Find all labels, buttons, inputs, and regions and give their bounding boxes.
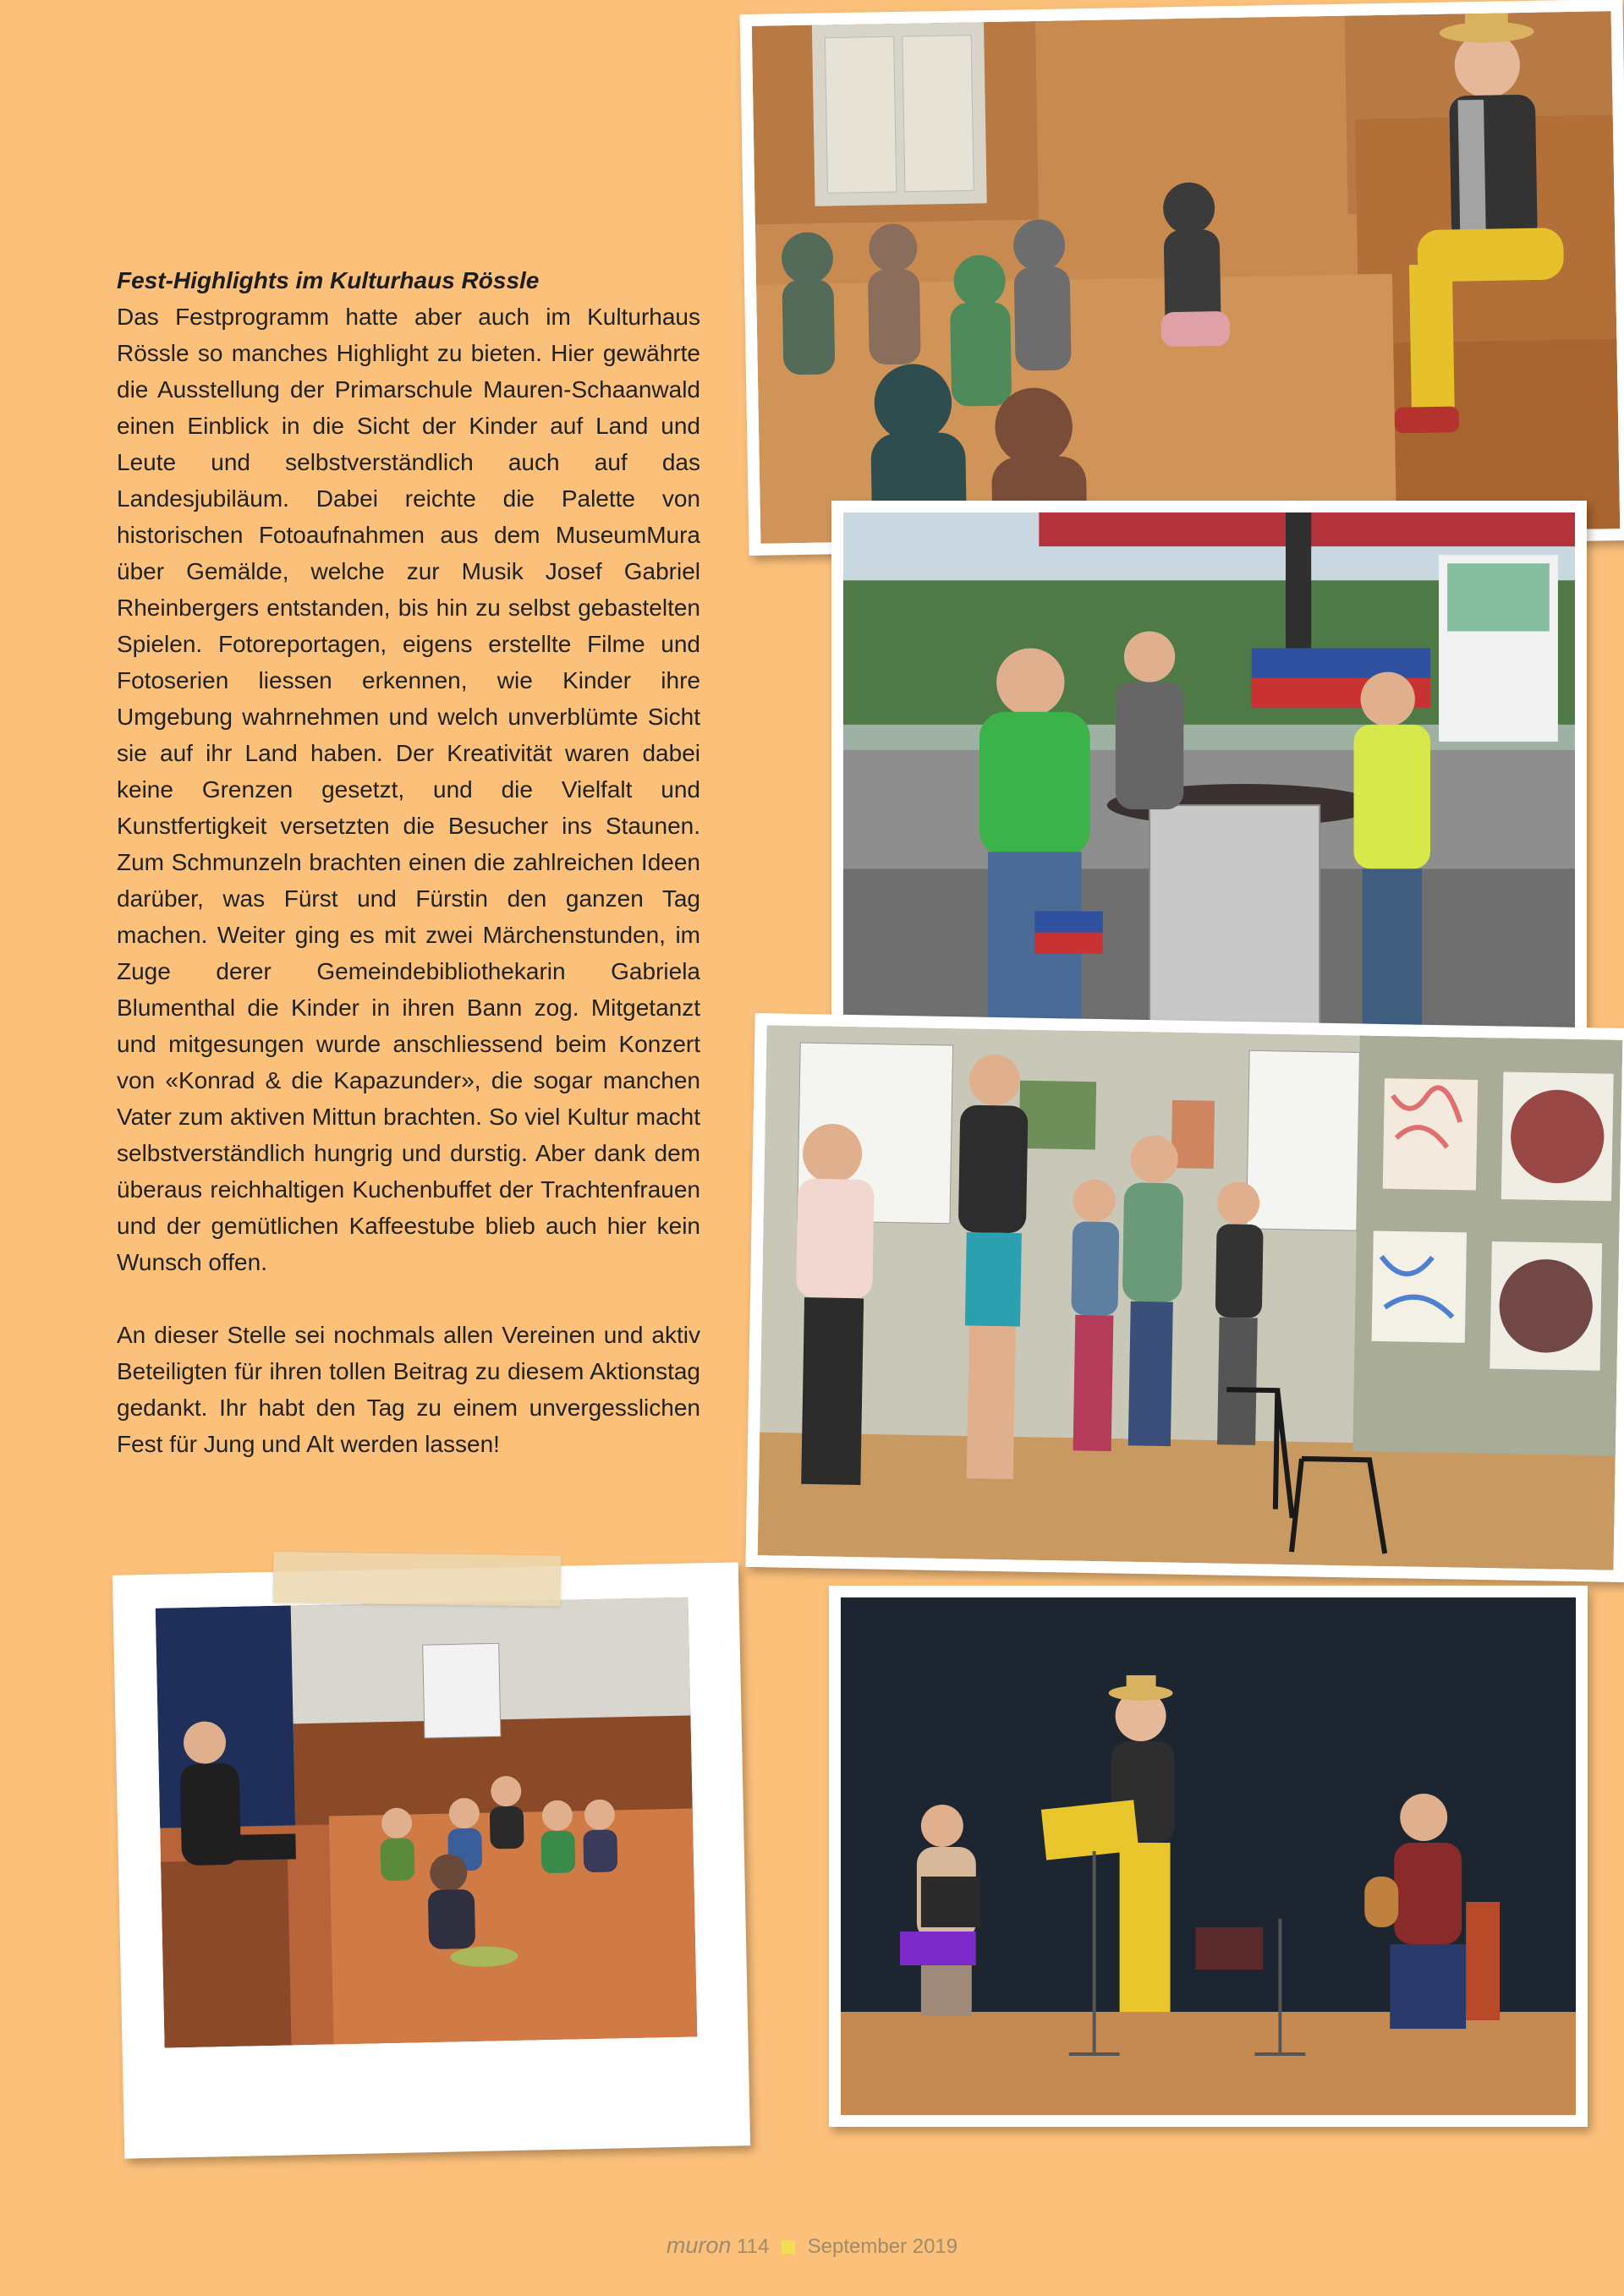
article-paragraph-1: Das Festprogramm hatte aber auch im Kulturhaus Rössle so manches Highlight zu bieten. Hier gewährte die Ausstellung der Primarschule Mauren-Schaanwald einen Einblick in die Sicht der Kinder auf Land und Leute und selbstverständlich auch auf das Landesjubiläum. Dabei reichte die Palette von historischen Fotoaufnahmen aus dem MuseumMura über Gemälde, welche zur Musik Josef Gabriel Rheinbergers entstanden, bis hin zu selbst gebastelten Spielen. Fotoreportagen, eigens erstellte Filme und Fotoserien liessen erkennen, wie Kinder ihre Umgebung wahrnehmen und welch unverblümte Sicht sie auf ihr Land haben. Der Kreativität waren dabei keine Grenzen gesetzt, und die Vielfalt und Kunstfertigkeit versetzten die Besucher ins Staunen. Zum Schmunzeln brachten einen die zahlreichen Ideen darüber, was Fürst und Fürstin den ganzen Tag machen. Weiter ging es mit zwei Märchenstunden, im Zuge derer Gemeindebibliothekarin Gabriela Blumenthal die Kinder in ihren Bann zog. Mitgetanzt und mitgesungen wurde anschliessend beim Konzert von «Konrad & die Kapazunder», die sogar manchen Vater zum aktiven Mittun brachten. So viel Kultur macht selbstverständlich hungrig und durstig. Aber dank dem überaus reichhaltigen Kuchenbuffet der Trachtenfrauen und der gemütlichen Kaffeestube blieb auch hier kein Wunsch offen. bbox=[117, 304, 700, 1275]
issue-date: September 2019 bbox=[807, 2235, 958, 2258]
photo-children-stage bbox=[739, 0, 1624, 556]
exhibition-scene-illustration bbox=[758, 1025, 1623, 1570]
page-footer bbox=[0, 2233, 1624, 2259]
photo-outdoor-stand bbox=[831, 501, 1587, 1042]
issue-number: 114 bbox=[737, 2235, 770, 2258]
photo-concert-stage bbox=[829, 1586, 1588, 2127]
footer-square-icon bbox=[782, 2240, 795, 2254]
article-paragraph-2: An dieser Stelle sei nochmals allen Vereinen und aktiv Beteiligten für ihren tollen Beitrag zu diesem Aktionstag gedankt. Ihr habt den Tag zu einem unvergesslichen Fest für Jung und Alt werden lassen! bbox=[117, 1322, 700, 1457]
photo-storytelling-polaroid bbox=[112, 1562, 750, 2158]
outdoor-scene-illustration bbox=[843, 512, 1575, 1030]
tape-strip bbox=[273, 1552, 562, 1607]
magazine-name: muron bbox=[666, 2233, 732, 2258]
storytelling-scene-illustration bbox=[156, 1597, 698, 2048]
concert-scene-illustration bbox=[841, 1597, 1576, 2115]
photo-exhibition-room bbox=[745, 1013, 1624, 1582]
article bbox=[117, 262, 700, 1462]
stage-scene-illustration bbox=[752, 11, 1621, 544]
article-heading: Fest-Highlights im Kulturhaus Rössle bbox=[117, 267, 540, 293]
